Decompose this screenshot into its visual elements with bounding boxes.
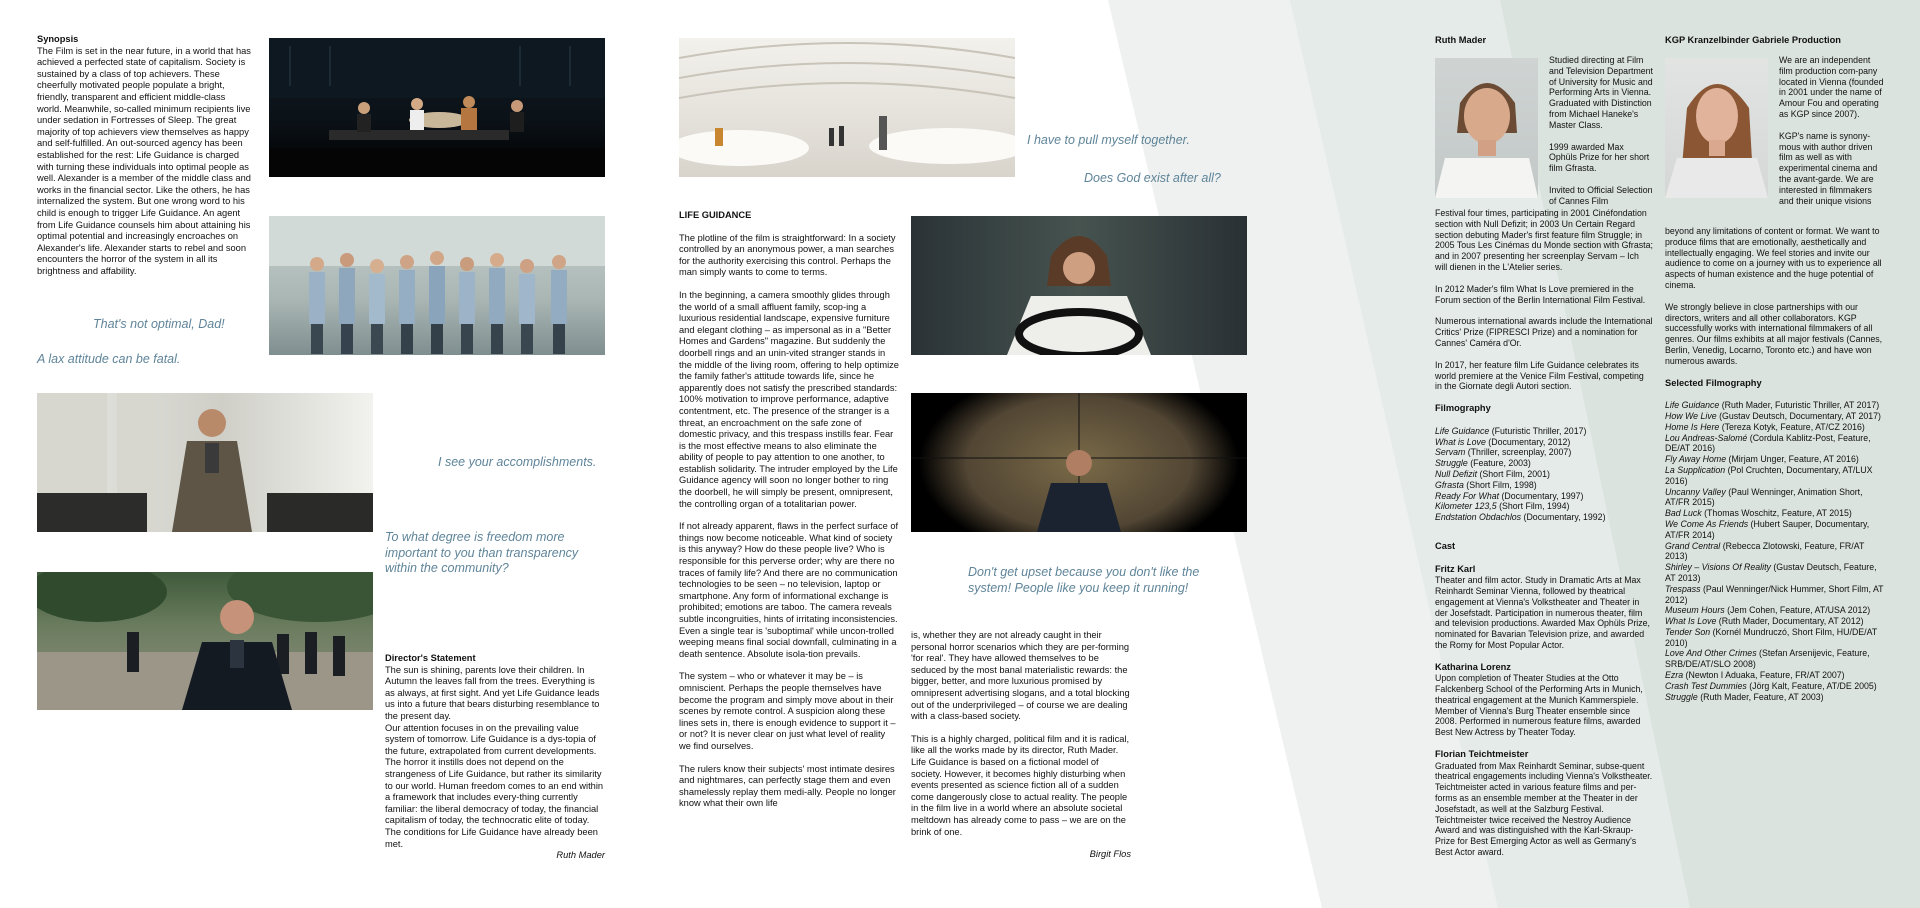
lifeguidance-p7: This is a highly charged, political film and it is radical, like all the works made by its director, Ruth Mader. Life Guidance is based on a fictional model of society. However, it becomes highly disturbing when events presented as science fiction all of a sudden come dangerously close to actual reality. The people in the film live in a world where an absolute societal meltdown has already come to pass – we are on the brink of one.: [911, 733, 1130, 837]
ruth-b4: Festival four times, participating in 2001 Cinéfondation section with Null Defizit; in 2003 Un Certain Regard section debuting Mader's first feature film Struggle; in 2005 Tous Les Cinémas du Monde section with Gfrasta; and in 2007 presenting her screenplay Servam – Ich will dienen in the L'Atelier series.: [1435, 208, 1653, 272]
directors-statement: [385, 653, 605, 862]
kgp-filmography-item: [1665, 616, 1885, 627]
kgp-filmography-item: [1665, 605, 1885, 616]
kgp-filmography-item: [1665, 584, 1885, 606]
photo-line-of-men: [269, 216, 605, 355]
kgp-b2: KGP's name is synony-mous with author driven film as well as with experimental cinema and the avant-garde. We are interested in filmmakers and their unique visions: [1779, 130, 1878, 206]
ruth-filmography-heading: Filmography: [1435, 403, 1491, 414]
kgp-film-title: La Supplication: [1665, 464, 1726, 475]
ruth-b7: In 2017, her feature film Life Guidance celebrates its world premiere at the Venice Film Festival, competing in the Giornate degli Autori section.: [1435, 359, 1644, 392]
ruth-film-title: What is Love: [1435, 436, 1486, 447]
lifeguidance-p2: In the beginning, a camera smoothly glides through the world of a small affluent family, scop-ing a luxurious residential landscape, expensive furniture and elegant clothing – as impersonal as in a "Better Homes and Gardens" magazine. But suddenly the doorbell rings and an unin-vited stranger stands in the middle of the living room, offering to help optimize the family father's attitude towards life, since he apparently does not satisfy the prescribed standards: 100% motivation to improve performance, adaptive contentment, etc. The presence of the stranger is a threat, an encroachment on the safe zone of domestic privacy, and this trespass instills fear. Fear is the most effective means to also eliminate the ability of people to pay attention to one another, to establish solidarity. The intruder employed by the Life Guidance agency will soon no longer bother to ring the doorbell, he will simply be present, omnipresent, the controlling organ of a totalitarian power.: [679, 289, 899, 509]
kgp-film-title: Museum Hours: [1665, 605, 1725, 616]
photo-kgp-producer: [1665, 58, 1768, 198]
kgp-film-details: (Pol Cruchten, Documentary, AT/LUX 2016): [1665, 464, 1873, 486]
kgp-film-title: Love And Other Crimes: [1665, 648, 1757, 659]
kgp-film-details: (Kornél Mundruczó, Short Film, HU/DE/AT 2010): [1665, 626, 1878, 648]
ruth-film-details: (Futuristic Thriller, 2017): [1489, 425, 1587, 436]
kgp-filmography-item: [1665, 400, 1885, 411]
cast-florian-bio: Graduated from Max Reinhardt Seminar, subse-quent theatrical engagements including Vienna's Volkstheater. Teichtmeister acted in various feature films and per-forms as an ensemble member at the Theater in der Josefstadt, as well at the Salzburg Festival. Teichtmeister twice received the Nestroy Audience Award and was distinguished with the Karl-Skraup-Prize for Best Emerging Actor as well as Germany's Best Actor award.: [1435, 760, 1653, 858]
kgp-filmography-item: [1665, 519, 1885, 541]
kgp-film-title: Grand Central: [1665, 540, 1721, 551]
quote-freedom: To what degree is freedom more important to you than transparency within the community?: [385, 530, 579, 575]
kgp-filmography-item: [1665, 454, 1885, 465]
kgp-b3: beyond any limitations of content or format. We want to produce films that are emotionally, aesthetically and intellectually engaging. We feel stories and invite our audience to come on a journey with us to experience all aspects of human existence and the huge potential of cinema.: [1665, 226, 1882, 290]
quote-not-optimal: That's not optimal, Dad!: [93, 317, 225, 331]
ruth-b2: 1999 awarded Max Ophüls Prize for her short film Gfrasta.: [1549, 141, 1650, 174]
kgp-filmography-item: [1665, 411, 1885, 422]
lifeguidance-p6: is, whether they are not already caught in their personal horror scenarios which they are per-forming 'for real'. They have allowed themselves to be seduced by the most banal materialistic rewards: the bigger, better, and more luxurious promised by omnipresent advertising slogans, and a total blocking out of the underprivileged – of course we are dealing with a class-based society.: [911, 630, 1130, 722]
photo-stage-scene: [269, 38, 605, 177]
lifeguidance-col-b: [911, 630, 1131, 861]
ruth-film-details: (Short Film, 1998): [1463, 479, 1537, 490]
ruth-film-title: Servam: [1435, 447, 1466, 458]
kgp-film-details: (Paul Wenninger, Animation Short, AT/FR 2015): [1665, 486, 1863, 508]
photo-white-atrium: [679, 38, 1015, 177]
ruth-film-details: (Documentary, 1997): [1499, 490, 1584, 501]
kgp-film-title: Home Is Here: [1665, 421, 1720, 432]
ruth-film-title: Gfrasta: [1435, 479, 1464, 490]
ruth-b5: In 2012 Mader's film What Is Love premiered in the Forum section of the Berlin International Film Festival.: [1435, 283, 1646, 305]
cast-fritz-bio: Theater and film actor. Study in Dramatic Arts at Max Reinhardt Seminar Vienna, followed by theatrical engagement at Vienna's Volkstheater and Theater in der Josefstadt. Participation in numerous theater, film and television productions. Awarded Max Ophüls Prize, nominated for Bavarian Television prize, and awarded the Romy for Most Popular Actor.: [1435, 575, 1650, 650]
ruth-film-title: Struggle: [1435, 458, 1468, 469]
ruth-bio-main: [1435, 208, 1653, 858]
lifeguidance-p3: If not already apparent, flaws in the perfect surface of things now become noticeable. What kind of society is this anyway? How do these people live? Who is responsible for this perverse order; why are there no traces of family life? And there are no communication technologies to be seen – no television, laptop or smartphone. Any form of informational exchange is prohibited; emotions are taboo. The camera reveals subtle incongruities, hints of irritating inconsistencies. Even a single tear is 'suboptimal' while uncon-trolled weeping means final social downfall, culminating in a death sentence. Absolute isola-tion prevails.: [679, 521, 899, 659]
synopsis-heading: Synopsis: [37, 34, 79, 44]
photo-ruth-mader: [1435, 58, 1538, 198]
lifeguidance-p1: The plotline of the film is straightforward: In a society controlled by an anonymous power, a man searches for the authority exercising this control. Perhaps the man simply wants to come to terms.: [679, 232, 896, 278]
photo-man-in-coat: [37, 393, 373, 532]
kgp-b4: We strongly believe in close partnerships with our directors, writers and all other collaborators. KGP successfully works with international filmmakers of all genres. Our films exhibits at all major festivals (Cannes, Berlin, Venedig, Locarno, Toronto etc.) and have won numerous awards.: [1665, 301, 1883, 366]
quote-god-exist: Does God exist after all?: [1084, 171, 1221, 185]
ruth-b1: Studied directing at Film and Television Department of University for Music and Performing Arts in Vienna. Graduated with Distinction from Michael Haneke's Master Class.: [1549, 55, 1653, 130]
kgp-film-title: What Is Love: [1665, 616, 1717, 627]
kgp-film-title: Ezra: [1665, 670, 1684, 681]
cast-katharina-name: Katharina Lorenz: [1435, 661, 1511, 672]
kgp-filmography-item: [1665, 648, 1885, 670]
kgp-filmography-item: [1665, 681, 1885, 692]
quote-accomplishments: I see your accomplishments.: [438, 455, 597, 469]
kgp-film-details: (Mirjam Unger, Feature, AT 2016): [1726, 454, 1859, 465]
kgp-film-details: (Tereza Kotyk, Feature, AT/CZ 2016): [1719, 421, 1865, 432]
ruth-bio-top: [1549, 55, 1654, 207]
ruth-film-details: (Short Film, 1994): [1496, 501, 1570, 512]
ruth-film-details: (Documentary, 1992): [1521, 512, 1606, 523]
lifeguidance-p5: The rulers know their subjects' most intimate desires and nightmares, can perfectly stage them and even shamelessly replay them medi-ally. People no longer know what their own life: [679, 763, 896, 809]
ruth-filmography-item: [1435, 512, 1653, 523]
kgp-film-title: How We Live: [1665, 410, 1717, 421]
directors-p2: Our attention focuses in on the prevailing value system of tomorrow. Life Guidance is a dys-topia of the future, extrapolated from current developments.: [385, 722, 597, 756]
kgp-film-details: (Rebecca Zlotowski, Feature, FR/AT 2013): [1665, 540, 1865, 562]
kgp-filmography-heading: Selected Filmography: [1665, 377, 1762, 388]
ruth-film-details: (Feature, 2003): [1467, 458, 1531, 469]
kgp-film-details: (Jem Cohen, Feature, AT/USA 2012): [1724, 605, 1871, 616]
quote-pull-together: I have to pull myself together.: [1027, 133, 1190, 147]
kgp-film-title: Shirley – Visions Of Reality: [1665, 562, 1771, 573]
kgp-film-title: Fly Away Home: [1665, 454, 1727, 465]
kgp-bio-top: [1779, 55, 1884, 206]
directors-heading: Director's Statement: [385, 653, 476, 663]
kgp-film-title: Bad Luck: [1665, 508, 1702, 519]
ruth-b6: Numerous international awards include the International Critics' Prize (FIPRESCI Prize) and a nomination for Cannes' Caméra d'Or.: [1435, 316, 1653, 348]
kgp-film-details: (Thomas Woschitz, Feature, AT 2015): [1701, 508, 1852, 519]
kgp-film-title: Struggle: [1665, 691, 1698, 702]
kgp-heading: KGP Kranzelbinder Gabriele Production: [1665, 35, 1841, 45]
kgp-filmography-item: [1665, 433, 1885, 455]
ruth-filmography-item: [1435, 426, 1653, 437]
kgp-film-details: (Paul Wenninger/Nick Hummer, Short Film, AT 2012): [1665, 583, 1884, 605]
kgp-filmography-item: [1665, 692, 1885, 703]
kgp-bio-main: [1665, 226, 1885, 702]
ruth-film-title: Ready For What: [1435, 490, 1500, 501]
cast-fritz-name: Fritz Karl: [1435, 563, 1476, 574]
quote-lax-attitude: A lax attitude can be fatal.: [37, 352, 181, 366]
kgp-film-details: (Ruth Mader, Futuristic Thriller, AT 2017): [1719, 400, 1880, 411]
kgp-filmography-item: [1665, 627, 1885, 649]
ruth-filmography-item: [1435, 458, 1653, 469]
synopsis-body: The Film is set in the near future, in a world that has achieved a perfected state of capitalism. Society is sustained by a class of top achievers. These cheerfully motivated people populate a bright, friendly, transparent and efficient middle-class world. Meanwhile, so-called minimum recipients live under sedation in Fortresses of Sleep. The great majority of top achievers view themselves as happy and self-fulfilled. An out-sourced agency has been established for the rest: Life Guidance is charged with turning these individuals into optimal people as well. Alexander is a member of the middle class and works in the financial sector. Like the others, he has internalized the system. But one wrong word to his child is enough to trigger Life Guidance. An agent from Life Guidance counsels him about attaining his optimal potential and increasingly encroaches on Alexander's life. Alexander starts to rebel and soon encounters the horror of the system in all its brightness and affability.: [37, 45, 251, 276]
ruth-b3: Invited to Official Selection of Cannes Film: [1549, 184, 1653, 206]
cast-florian-name: Florian Teichtmeister: [1435, 749, 1529, 760]
ruth-film-details: (Short Film, 2001): [1477, 468, 1550, 479]
cast-katharina-bio: Upon completion of Theater Studies at the Otto Falckenberg School of the Performing Arts in Munich, theatrical engagement at the Munich Kammerspiele. Member of Vienna's Burg Theater ensemble since 2008. Performed in numerous feature films, awarded Best New Actress by Theater Today.: [1435, 673, 1643, 738]
kgp-film-details: (Ruth Mader, Feature, AT 2003): [1697, 691, 1824, 702]
kgp-filmography-item: [1665, 487, 1885, 509]
ruth-filmography-item: [1435, 480, 1653, 491]
lifeguidance-p4: The system – who or whatever it may be – is omniscient. Perhaps the people themselves have become the program and simply move about in their scenes by remote control. A suspicion along these lines sets in, there is enough evidence to support it – or not? It is never clear on just what level of reality we find ourselves.: [679, 671, 896, 751]
ruth-filmography-item: [1435, 491, 1653, 502]
ruth-filmography-item: [1435, 437, 1653, 448]
synopsis-section: [37, 34, 252, 277]
lifeguidance-signature: Birgit Flos: [1089, 849, 1131, 860]
kgp-filmography-item: [1665, 465, 1885, 487]
lifeguidance-col-a: [679, 210, 899, 810]
ruth-filmography-item: [1435, 469, 1653, 480]
ruth-film-title: Endstation Obdachlos: [1435, 512, 1522, 523]
kgp-filmography-list: [1665, 400, 1885, 702]
ruth-filmography-item: [1435, 501, 1653, 512]
photo-man-in-park: [37, 572, 373, 710]
kgp-film-details: (Hubert Sauper, Documentary, AT/FR 2014): [1665, 518, 1870, 540]
cast-heading: Cast: [1435, 540, 1456, 551]
kgp-filmography-item: [1665, 508, 1885, 519]
kgp-film-details: (Newton I Aduaka, Feature, FR/AT 2007): [1683, 670, 1845, 681]
quote-system: Don't get upset because you don't like the system! People like you keep it running!: [968, 565, 1200, 595]
photo-scope-view: [911, 393, 1247, 532]
photo-woman-driving: [911, 216, 1247, 355]
kgp-film-details: (Ruth Mader, Documentary, AT 2012): [1716, 616, 1864, 627]
kgp-film-title: We Come As Friends: [1665, 518, 1749, 529]
kgp-film-title: Trespass: [1665, 583, 1701, 594]
kgp-filmography-item: [1665, 422, 1885, 433]
kgp-film-title: Crash Test Dummies: [1665, 680, 1747, 691]
ruth-film-details: (Documentary, 2012): [1485, 436, 1571, 447]
lifeguidance-heading: LIFE GUIDANCE: [679, 210, 752, 220]
kgp-film-details: (Gustav Deutsch, Documentary, AT 2017): [1716, 410, 1881, 421]
kgp-film-title: Uncanny Valley: [1665, 486, 1726, 497]
kgp-film-details: (Jörg Kalt, Feature, AT/DE 2005): [1746, 680, 1877, 691]
ruth-film-title: Life Guidance: [1435, 425, 1490, 436]
ruth-heading: Ruth Mader: [1435, 35, 1487, 45]
kgp-film-details: (Gustav Deutsch, Feature, AT 2013): [1665, 562, 1877, 583]
ruth-filmography-item: [1435, 447, 1653, 458]
kgp-filmography-item: [1665, 670, 1885, 681]
directors-p3: The horror it instills does not depend on the strangeness of Life Guidance, but rather its similarity to our world. Human freedom comes to an end within a framework that includes every-thing currently familiar: the liberal democracy of today, the financial capitalism of today, the technocratic elite of today. The conditions for Life Guidance have already been met.: [385, 757, 604, 849]
kgp-film-title: Lou Andreas-Salomé: [1665, 432, 1748, 443]
kgp-film-title: Tender Son: [1665, 626, 1711, 637]
kgp-filmography-item: [1665, 562, 1885, 584]
kgp-film-title: Life Guidance: [1665, 400, 1720, 411]
kgp-film-details: (Cordula Kablitz-Post, Feature, DE/AT 2016): [1665, 432, 1871, 454]
directors-signature: Ruth Mader: [556, 850, 605, 861]
ruth-film-title: Kilometer 123,5: [1435, 501, 1497, 512]
kgp-b1: We are an independent film production com-pany located in Vienna (founded in 2001 under the name of Amour Fou and operating as KGP since 2007).: [1779, 55, 1884, 119]
ruth-filmography-list: [1435, 426, 1653, 523]
ruth-film-title: Null Defizit: [1435, 468, 1478, 479]
kgp-film-details: (Stefan Arsenijevic, Feature, SRB/DE/AT/SLO 2008): [1665, 648, 1870, 670]
ruth-film-details: (Thriller, screenplay, 2007): [1465, 447, 1572, 458]
directors-p1: The sun is shining, parents love their children. In Autumn the leaves fall from the trees. Everything is as always, at first sight. And yet Life Guidance leads us into a future that bears disturbing resemblance to the present day.: [385, 664, 600, 721]
kgp-filmography-item: [1665, 541, 1885, 563]
